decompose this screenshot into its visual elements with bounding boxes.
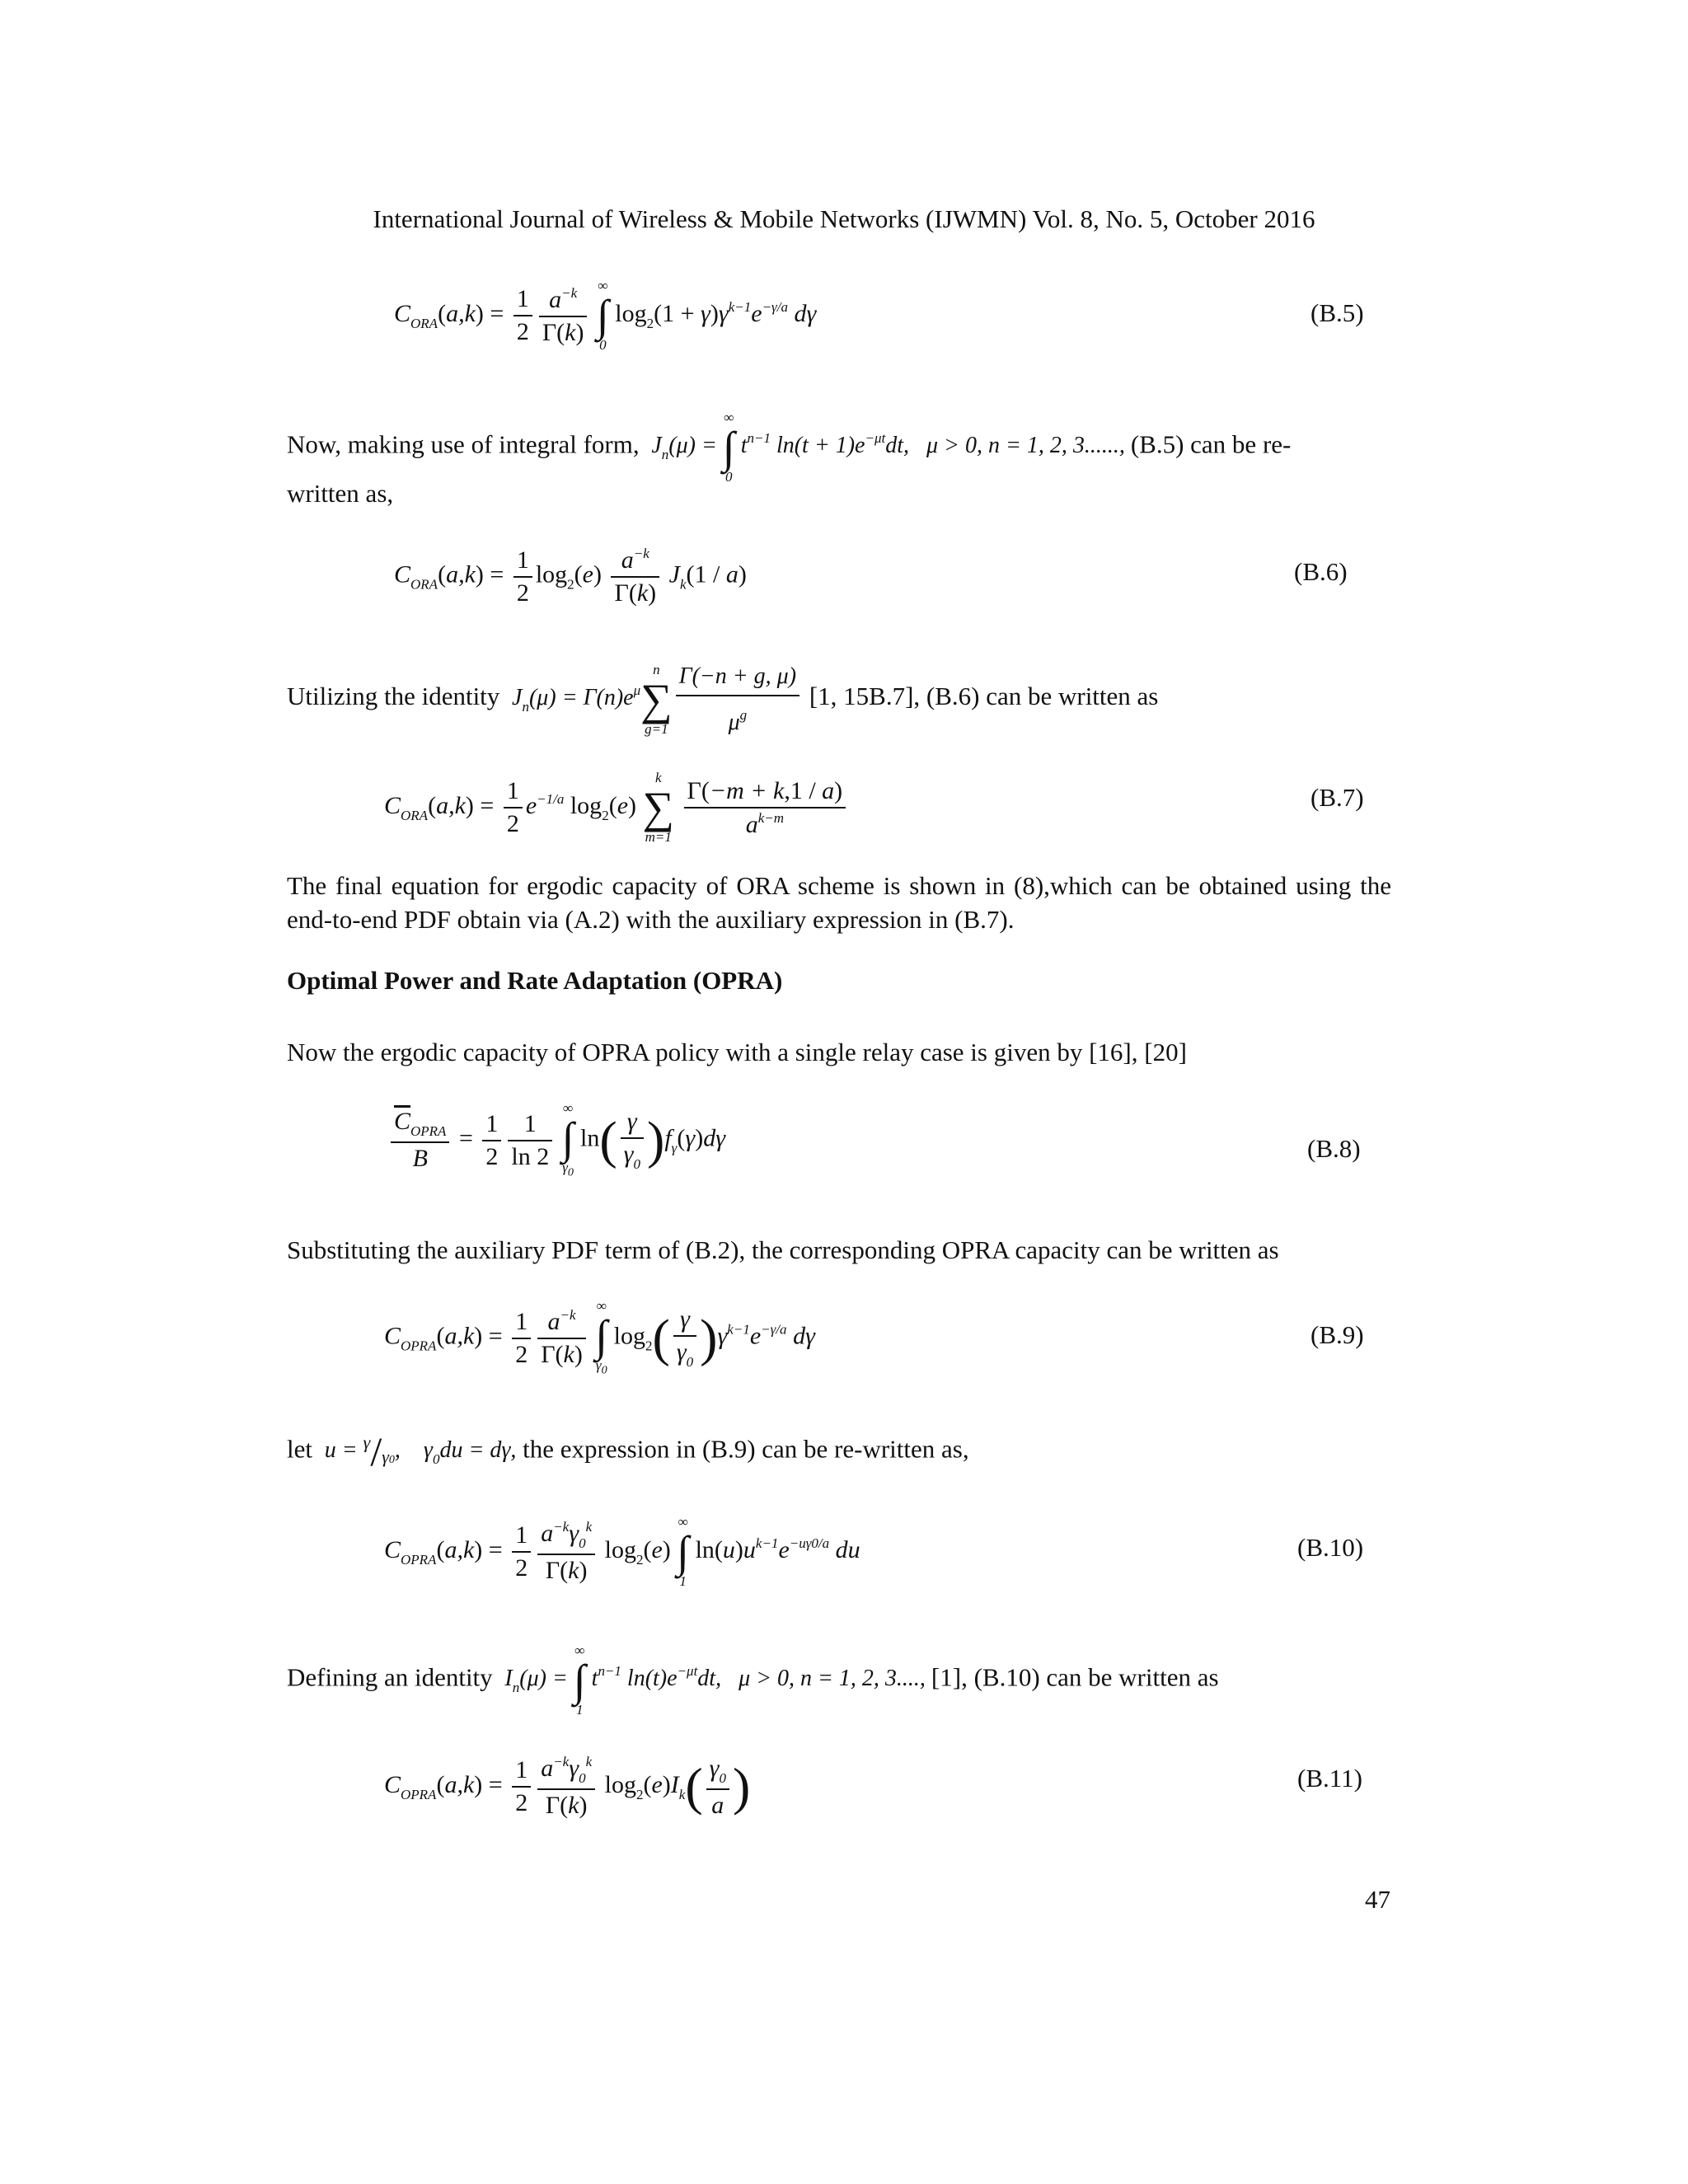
paragraph-substituting: Substituting the auxiliary PDF term of (B.2), the corresponding OPRA capacity can be written as [287,1235,1279,1264]
paragraph-text: written as, [287,479,394,508]
equation-b7: $C_{ORA}(a,k)$ = $\frac{1}{2}$ $e^{-1/a}$ $\log_2(e)$ k ∑ m=1 $\frac{\Gamma(-m + k,1 / a)}{a^{k-m}}$ [384,771,849,845]
paragraph-identity [287,659,1391,739]
page-number: 47 [1365,1885,1390,1914]
paragraph-text: [1, 15B.7], (B.6) can be written as [809,681,1159,710]
running-header: International Journal of Wireless & Mobile Networks (IJWMN) Vol. 8, No. 5, October 2016 [373,204,1315,233]
inline-equation-jn: $J_n(\mu)$ = ∞ ∫ 0 $t^{n-1}$ $\ln(t + 1)e^{-\mu t}dt$, μ > 0, n = 1, 2, 3......, [645,410,1131,485]
equation-b9: $C_{OPRA}(a,k)$ = $\frac{1}{2}$ $\frac{a^{-k}}{\Gamma(k)}$ ∞ ∫ $\gamma_0$ $\log_2$( $\frac{\gamma}{\gamma_0}$ )$\gamma^{k-1}e^{-\gamma/a}$ dγ [384,1298,815,1377]
paragraph-final-equation: The final equation for ergodic capacity of ORA scheme is shown in (8),which can be obtained using the end-to-end PDF obtain via (A.2) with the auxiliary expression in (B.7). [287,871,1391,934]
equation-label-b7: (B.7) [1311,783,1364,812]
paragraph-text: [1], (B.10) can be written as [931,1662,1219,1692]
inline-equation-in: $I_n(\mu)$ = ∞ ∫ 1 $t^{n-1}$ $\ln(t)e^{-\mu t}dt$, μ > 0, n = 1, 2, 3...., [499,1643,931,1718]
equation-label-b10: (B.10) [1297,1533,1364,1562]
paragraph-text: Utilizing the identity [287,681,500,710]
paragraph-opra-intro: Now the ergodic capacity of OPRA policy with a single relay case is given by [16], [20] [287,1038,1187,1066]
paragraph-integral-form [287,410,1391,485]
equation-b6: $C_{ORA}(a,k)$ = $\frac{1}{2}$ $\log_2(e)$ $\frac{a^{-k}}{\Gamma(k)}$ $J_k(1 / a)$ [394,546,747,607]
equation-label-b11: (B.11) [1297,1764,1362,1793]
equation-b5: $C_{ORA}(a,k)$ = $\frac{1}{2}$ $\frac{a^{-k}}{\Gamma(k)}$ ∞ ∫ 0 $\log_2(1 + \gamma)\gamma^{k-1}e^{-\gamma/a}$ dγ [394,278,817,353]
equation-label-b6: (B.6) [1294,557,1348,586]
paragraph-text: let [287,1434,312,1464]
inline-equation-jn-identity: $J_n(\mu) = \Gamma(n)e^\mu n$ ∑ g=1 $\frac{\Gamma(-n + g, \mu)}{\mu^g}$ [506,685,803,710]
equation-b8: $\frac{\overline{C}_{OPRA}}{B}$ = $\frac{1}{2}$ $\frac{1}{\ln 2}$ ∞ ∫ $\gamma_0$ ln( $\frac{\gamma}{\gamma_0}$ )$f_\gamma(\gamma)d\gamma$ [387,1101,725,1179]
equation-label-b5: (B.5) [1311,298,1364,327]
paragraph-text: (B.5) can be re- [1130,429,1292,459]
paragraph-text: Defining an identity [287,1662,493,1692]
paragraph-defining-identity [287,1643,1391,1718]
paragraph-let-u [287,1426,1391,1477]
paragraph-text: Now, making use of integral form, [287,429,640,459]
equation-label-b9: (B.9) [1311,1320,1364,1349]
paragraph-text: the expression in (B.9) can be re-written as, [523,1434,969,1464]
section-heading: Optimal Power and Rate Adaptation (OPRA) [287,966,783,995]
equation-label-b8: (B.8) [1307,1134,1361,1163]
equation-b10: $C_{OPRA}(a,k)$ = $\frac{1}{2}$ $\frac{a^{-k}\gamma_0^k}{\Gamma(k)}$ $\log_2(e)$ ∞ ∫ 1 $\ln(u)u^{k-1}e^{-u\gamma 0/a}$ du [384,1514,860,1589]
inline-equation-u-substitution: $u = ^\gamma/_{\gamma 0}$, $\gamma_0du = d\gamma$, [318,1428,517,1475]
equation-b11: $C_{OPRA}(a,k)$ = $\frac{1}{2}$ $\frac{a^{-k}\gamma_0^k}{\Gamma(k)}$ $\log_2(e)I_k$( $\frac{\gamma_0}{a}$ ) [384,1754,751,1819]
